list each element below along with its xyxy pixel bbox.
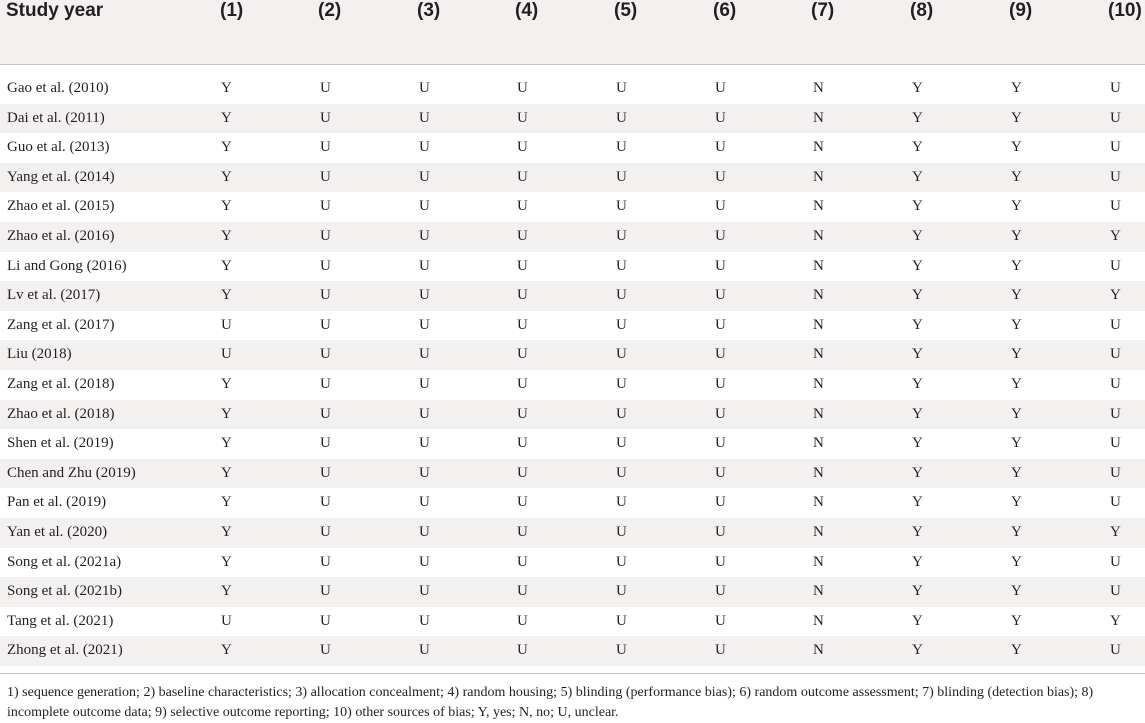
rating-cell: Y bbox=[912, 198, 923, 215]
table-row bbox=[0, 488, 1145, 518]
study-name-cell: Yang et al. (2014) bbox=[7, 168, 115, 185]
rating-cell: U bbox=[419, 168, 430, 185]
rating-cell: U bbox=[1110, 405, 1121, 422]
rating-cell: Y bbox=[912, 612, 923, 629]
rating-cell: U bbox=[715, 642, 726, 659]
rating-cell: Y bbox=[1011, 287, 1022, 304]
table-row bbox=[0, 607, 1145, 637]
rating-cell: U bbox=[320, 346, 331, 363]
rating-cell: Y bbox=[912, 139, 923, 156]
header-col-3: (3) bbox=[417, 0, 441, 21]
rating-cell: N bbox=[813, 287, 824, 304]
rating-cell: U bbox=[419, 494, 430, 511]
table-row bbox=[0, 163, 1145, 193]
rating-cell: U bbox=[616, 405, 627, 422]
rating-cell: Y bbox=[912, 287, 923, 304]
rating-cell: U bbox=[419, 139, 430, 156]
rating-cell: U bbox=[320, 583, 331, 600]
rating-cell: Y bbox=[1110, 612, 1121, 629]
rating-cell: U bbox=[517, 287, 528, 304]
rating-cell: U bbox=[715, 435, 726, 452]
header-col-1: (1) bbox=[220, 0, 244, 21]
table-row bbox=[0, 311, 1145, 341]
rating-cell: U bbox=[517, 228, 528, 244]
header-col-7: (7) bbox=[811, 0, 835, 21]
rating-cell: U bbox=[419, 464, 430, 481]
rating-cell: Y bbox=[1110, 287, 1121, 304]
rating-cell: U bbox=[320, 139, 331, 156]
table-row bbox=[0, 74, 1145, 104]
rating-cell: Y bbox=[912, 524, 923, 540]
rating-cell: Y bbox=[1011, 109, 1022, 126]
rating-cell: U bbox=[320, 168, 331, 185]
rating-cell: Y bbox=[912, 583, 923, 600]
rating-cell: U bbox=[616, 435, 627, 452]
rating-cell: U bbox=[517, 257, 528, 274]
rating-cell: N bbox=[813, 435, 824, 452]
rating-cell: Y bbox=[912, 376, 923, 392]
rating-cell: N bbox=[813, 376, 824, 392]
rating-cell: U bbox=[715, 287, 726, 304]
rating-cell: U bbox=[715, 198, 726, 215]
rating-cell: Y bbox=[912, 316, 923, 333]
rating-cell: U bbox=[419, 583, 430, 600]
rating-cell: U bbox=[1110, 198, 1121, 215]
rating-cell: N bbox=[813, 524, 824, 540]
rating-cell: Y bbox=[221, 524, 232, 540]
rating-cell: U bbox=[419, 346, 430, 363]
table-row bbox=[0, 429, 1145, 459]
study-name-cell: Zang et al. (2018) bbox=[7, 376, 115, 392]
rating-cell: U bbox=[715, 228, 726, 244]
rating-cell: U bbox=[419, 109, 430, 126]
rating-cell: Y bbox=[1011, 553, 1022, 570]
rating-cell: Y bbox=[912, 257, 923, 274]
header-study-year: Study year bbox=[6, 0, 104, 21]
table-row bbox=[0, 222, 1145, 252]
rating-cell: U bbox=[1110, 376, 1121, 392]
rating-cell: N bbox=[813, 257, 824, 274]
rating-cell: U bbox=[419, 316, 430, 333]
rating-cell: U bbox=[221, 346, 232, 363]
study-name-cell: Guo et al. (2013) bbox=[7, 139, 110, 156]
study-name-cell: Shen et al. (2019) bbox=[7, 435, 114, 452]
rating-cell: N bbox=[813, 612, 824, 629]
rating-cell: N bbox=[813, 464, 824, 481]
rating-cell: U bbox=[1110, 346, 1121, 363]
header-col-4: (4) bbox=[515, 0, 539, 21]
rating-cell: Y bbox=[221, 287, 232, 304]
rating-cell: U bbox=[320, 464, 331, 481]
rating-cell: Y bbox=[221, 583, 232, 600]
rating-cell: U bbox=[517, 139, 528, 156]
rating-cell: Y bbox=[912, 405, 923, 422]
table-row bbox=[0, 636, 1145, 666]
rating-cell: U bbox=[517, 553, 528, 570]
rating-cell: U bbox=[517, 642, 528, 659]
rating-cell: Y bbox=[1011, 642, 1022, 659]
table-row bbox=[0, 577, 1145, 607]
rating-cell: U bbox=[419, 642, 430, 659]
table-row bbox=[0, 370, 1145, 400]
study-name-cell: Zhao et al. (2015) bbox=[7, 198, 115, 215]
rating-cell: U bbox=[616, 464, 627, 481]
study-name-cell: Lv et al. (2017) bbox=[7, 287, 101, 304]
rating-cell: Y bbox=[1011, 139, 1022, 156]
rating-cell: Y bbox=[1011, 583, 1022, 600]
study-name-cell: Liu (2018) bbox=[7, 346, 72, 363]
rating-cell: U bbox=[419, 612, 430, 629]
rating-cell: U bbox=[517, 376, 528, 392]
rating-cell: Y bbox=[912, 553, 923, 570]
rating-cell: U bbox=[1110, 168, 1121, 185]
rating-cell: U bbox=[616, 287, 627, 304]
rating-cell: U bbox=[1110, 583, 1121, 600]
table-row bbox=[0, 518, 1145, 548]
rating-cell: N bbox=[813, 198, 824, 215]
header-col-8: (8) bbox=[910, 0, 934, 21]
rating-cell: U bbox=[419, 228, 430, 244]
study-name-cell: Dai et al. (2011) bbox=[7, 109, 105, 126]
rating-cell: Y bbox=[221, 553, 232, 570]
rating-cell: Y bbox=[1011, 80, 1022, 96]
rating-cell: Y bbox=[1110, 228, 1121, 244]
table-row bbox=[0, 340, 1145, 370]
study-name-cell: Gao et al. (2010) bbox=[7, 80, 109, 96]
rating-cell: Y bbox=[1011, 228, 1022, 244]
study-name-cell: Song et al. (2021a) bbox=[7, 553, 122, 570]
rating-cell: U bbox=[1110, 316, 1121, 333]
rating-cell: Y bbox=[912, 435, 923, 452]
rating-cell: Y bbox=[1011, 405, 1022, 422]
rating-cell: U bbox=[320, 287, 331, 304]
rating-cell: Y bbox=[1011, 612, 1022, 629]
study-name-cell: Yan et al. (2020) bbox=[7, 524, 108, 540]
rating-cell: U bbox=[419, 198, 430, 215]
rating-cell: U bbox=[715, 494, 726, 511]
rating-cell: N bbox=[813, 80, 824, 96]
rating-cell: Y bbox=[1011, 168, 1022, 185]
rating-cell: Y bbox=[221, 228, 232, 244]
table-row bbox=[0, 104, 1145, 134]
rating-cell: N bbox=[813, 168, 824, 185]
rating-cell: Y bbox=[912, 80, 923, 96]
rating-cell: U bbox=[715, 553, 726, 570]
rating-cell: U bbox=[419, 553, 430, 570]
rating-cell: U bbox=[1110, 464, 1121, 481]
rating-cell: U bbox=[517, 109, 528, 126]
rating-cell: U bbox=[320, 257, 331, 274]
rating-cell: U bbox=[715, 316, 726, 333]
rating-cell: U bbox=[1110, 139, 1121, 156]
rating-cell: U bbox=[419, 257, 430, 274]
rating-cell: N bbox=[813, 346, 824, 363]
study-name-cell: Zhong et al. (2021) bbox=[7, 642, 123, 659]
study-name-cell: Tang et al. (2021) bbox=[7, 612, 114, 629]
rating-cell: U bbox=[1110, 109, 1121, 126]
rating-cell: U bbox=[517, 168, 528, 185]
rating-cell: U bbox=[715, 524, 726, 540]
rating-cell: U bbox=[715, 139, 726, 156]
study-name-cell: Zhao et al. (2016) bbox=[7, 228, 115, 244]
table-row bbox=[0, 281, 1145, 311]
rating-cell: U bbox=[320, 316, 331, 333]
rating-cell: U bbox=[517, 435, 528, 452]
rating-cell: Y bbox=[221, 376, 232, 392]
rating-cell: U bbox=[517, 612, 528, 629]
rating-cell: U bbox=[517, 80, 528, 96]
rating-cell: U bbox=[1110, 642, 1121, 659]
rating-cell: U bbox=[419, 287, 430, 304]
rating-cell: Y bbox=[1011, 494, 1022, 511]
rating-cell: U bbox=[616, 583, 627, 600]
rating-cell: Y bbox=[912, 464, 923, 481]
table-row bbox=[0, 133, 1145, 163]
rating-cell: U bbox=[1110, 80, 1121, 96]
rating-cell: U bbox=[320, 524, 331, 540]
rating-cell: U bbox=[517, 346, 528, 363]
rating-cell: U bbox=[517, 464, 528, 481]
table-header bbox=[0, 0, 1145, 65]
rating-cell: N bbox=[813, 553, 824, 570]
rating-cell: U bbox=[616, 553, 627, 570]
rating-cell: Y bbox=[221, 257, 232, 274]
rating-cell: Y bbox=[912, 109, 923, 126]
rating-cell: U bbox=[517, 316, 528, 333]
rating-cell: Y bbox=[1011, 346, 1022, 363]
rating-cell: Y bbox=[221, 139, 232, 156]
rating-cell: U bbox=[517, 494, 528, 511]
rating-cell: N bbox=[813, 405, 824, 422]
rating-cell: Y bbox=[1011, 524, 1022, 540]
rating-cell: N bbox=[813, 228, 824, 244]
study-name-cell: Song et al. (2021b) bbox=[7, 583, 122, 600]
rating-cell: U bbox=[616, 316, 627, 333]
rating-cell: Y bbox=[221, 168, 232, 185]
rating-cell: U bbox=[1110, 435, 1121, 452]
rating-cell: Y bbox=[1011, 376, 1022, 392]
rating-cell: U bbox=[715, 376, 726, 392]
rating-cell: Y bbox=[221, 464, 232, 481]
rating-cell: U bbox=[320, 376, 331, 392]
study-name-cell: Zang et al. (2017) bbox=[7, 316, 115, 333]
rating-cell: U bbox=[616, 612, 627, 629]
rating-cell: U bbox=[616, 109, 627, 126]
rating-cell: U bbox=[616, 139, 627, 156]
rating-cell: U bbox=[616, 494, 627, 511]
rating-cell: N bbox=[813, 139, 824, 156]
rating-cell: U bbox=[320, 494, 331, 511]
rating-cell: N bbox=[813, 494, 824, 511]
header-col-10: (10) bbox=[1108, 0, 1142, 21]
rating-cell: U bbox=[616, 257, 627, 274]
rating-cell: Y bbox=[1011, 464, 1022, 481]
rating-cell: Y bbox=[221, 435, 232, 452]
rating-cell: U bbox=[320, 553, 331, 570]
rating-cell: U bbox=[616, 642, 627, 659]
rating-cell: U bbox=[715, 257, 726, 274]
rating-cell: U bbox=[715, 346, 726, 363]
rating-cell: U bbox=[616, 80, 627, 96]
rating-cell: U bbox=[616, 168, 627, 185]
rating-cell: U bbox=[419, 524, 430, 540]
rating-cell: U bbox=[616, 524, 627, 540]
rating-cell: U bbox=[616, 228, 627, 244]
rating-cell: U bbox=[1110, 257, 1121, 274]
rating-cell: U bbox=[320, 435, 331, 452]
rating-cell: Y bbox=[221, 80, 232, 96]
rating-cell: Y bbox=[221, 494, 232, 511]
rating-cell: U bbox=[1110, 494, 1121, 511]
study-name-cell: Pan et al. (2019) bbox=[7, 494, 107, 511]
rating-cell: Y bbox=[912, 346, 923, 363]
table-row bbox=[0, 400, 1145, 430]
rating-cell: N bbox=[813, 109, 824, 126]
rating-cell: U bbox=[221, 612, 232, 629]
rating-cell: U bbox=[419, 435, 430, 452]
rating-cell: U bbox=[517, 583, 528, 600]
table-row bbox=[0, 192, 1145, 222]
rating-cell: U bbox=[715, 168, 726, 185]
header-col-6: (6) bbox=[713, 0, 737, 21]
study-name-cell: Chen and Zhu (2019) bbox=[7, 464, 136, 481]
rating-cell: U bbox=[320, 198, 331, 215]
rating-cell: Y bbox=[1011, 316, 1022, 333]
rating-cell: U bbox=[320, 642, 331, 659]
rating-cell: N bbox=[813, 316, 824, 333]
rating-cell: U bbox=[1110, 553, 1121, 570]
rating-cell: Y bbox=[1011, 198, 1022, 215]
rating-cell: U bbox=[320, 80, 331, 96]
table-row bbox=[0, 459, 1145, 489]
rating-cell: Y bbox=[221, 198, 232, 215]
rating-cell: N bbox=[813, 642, 824, 659]
header-col-9: (9) bbox=[1009, 0, 1033, 21]
header-col-2: (2) bbox=[318, 0, 342, 21]
rating-cell: U bbox=[221, 316, 232, 333]
rating-cell: U bbox=[715, 612, 726, 629]
table-row bbox=[0, 252, 1145, 282]
study-name-cell: Li and Gong (2016) bbox=[7, 257, 127, 274]
rating-cell: U bbox=[715, 583, 726, 600]
rating-cell: Y bbox=[221, 109, 232, 126]
rating-cell: Y bbox=[912, 494, 923, 511]
table-bottom-rule bbox=[0, 673, 1145, 674]
rating-cell: U bbox=[320, 405, 331, 422]
rating-cell: U bbox=[419, 80, 430, 96]
header-col-5: (5) bbox=[614, 0, 638, 21]
rating-cell: U bbox=[616, 376, 627, 392]
table-row bbox=[0, 548, 1145, 578]
rating-cell: U bbox=[320, 612, 331, 629]
rating-cell: U bbox=[715, 109, 726, 126]
rating-cell: U bbox=[419, 405, 430, 422]
rating-cell: Y bbox=[912, 168, 923, 185]
rating-cell: U bbox=[320, 109, 331, 126]
rating-cell: U bbox=[715, 80, 726, 96]
rating-cell: Y bbox=[1011, 435, 1022, 452]
table-footnote: 1) sequence generation; 2) baseline characteristics; 3) allocation concealment; 4) random housing; 5) blinding (performance bias); 6) random outcome assessment; 7) blinding (detection bias); 8) incomplete outcome data; 9) selective outcome reporting; 10) other sources of bias; Y, yes; N, no; U, unclear. bbox=[7, 685, 1094, 720]
rating-cell: U bbox=[616, 346, 627, 363]
rating-cell: U bbox=[715, 405, 726, 422]
rating-cell: U bbox=[517, 524, 528, 540]
rating-cell: U bbox=[616, 198, 627, 215]
rating-cell: U bbox=[320, 228, 331, 244]
rating-cell: Y bbox=[1110, 524, 1121, 540]
rating-cell: Y bbox=[1011, 257, 1022, 274]
rating-cell: U bbox=[517, 405, 528, 422]
rating-cell: Y bbox=[221, 405, 232, 422]
rating-cell: U bbox=[517, 198, 528, 215]
study-name-cell: Zhao et al. (2018) bbox=[7, 405, 115, 422]
rating-cell: U bbox=[419, 376, 430, 392]
rating-cell: Y bbox=[912, 642, 923, 659]
rating-cell: Y bbox=[912, 228, 923, 244]
rating-cell: Y bbox=[221, 642, 232, 659]
rating-cell: N bbox=[813, 583, 824, 600]
rating-cell: U bbox=[715, 464, 726, 481]
